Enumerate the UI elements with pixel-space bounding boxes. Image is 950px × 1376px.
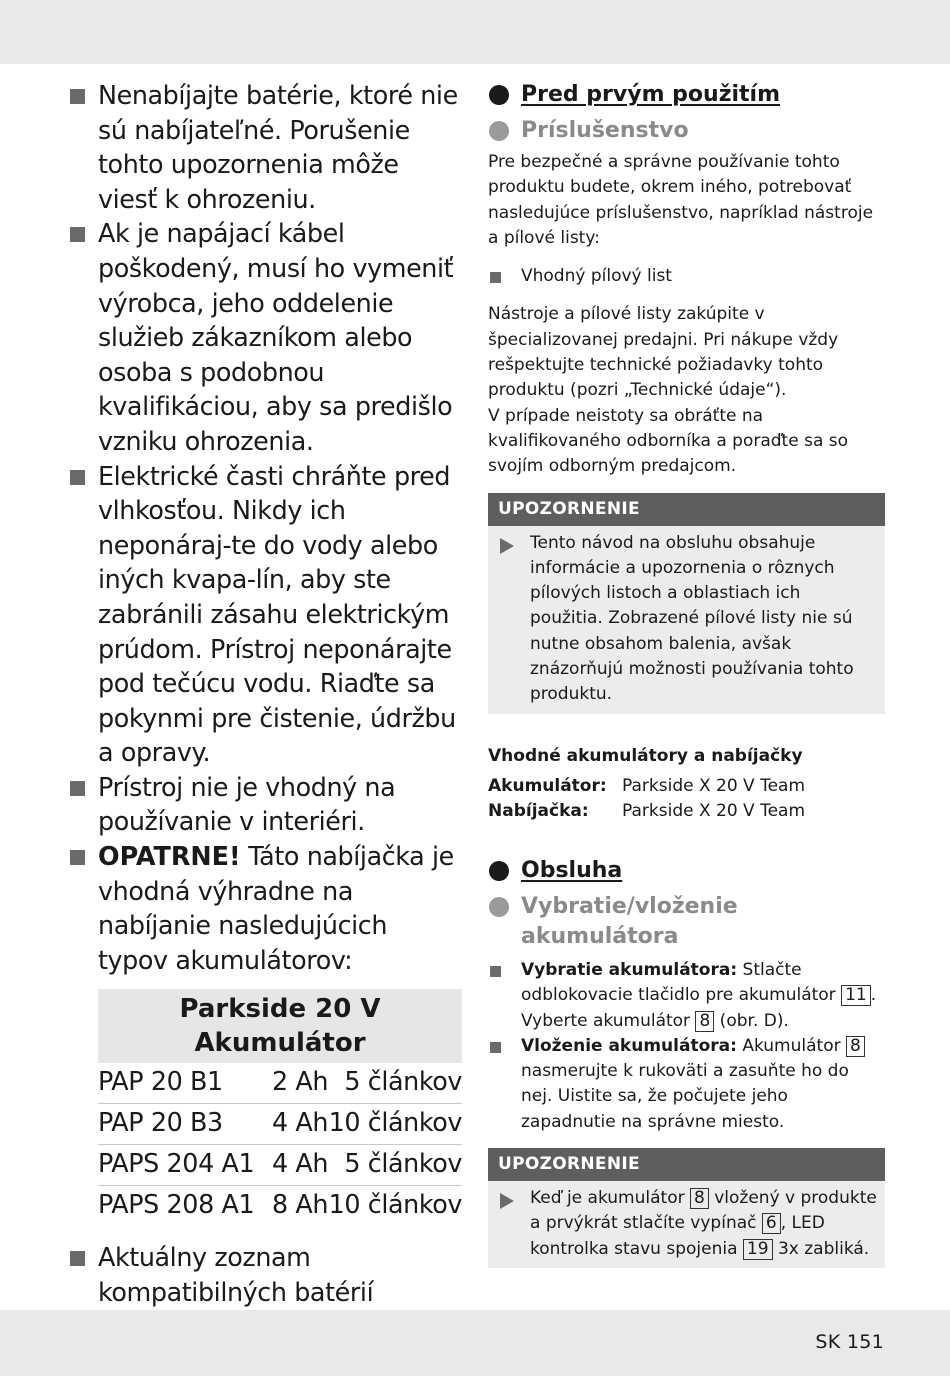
right-column [488, 80, 885, 1268]
notice-heading: UPOZORNENIE [488, 493, 885, 526]
battery-capacity: 4 Ah [272, 1148, 329, 1179]
step-label: Vloženie akumulátora: [521, 1035, 737, 1056]
notice-text: Tento návod na obsluhu obsahuje informácie a upozornenia o rôznych pílových listoch a oblastiach ich použitia. Zobrazené pílové listy nie sú nutne obsahom balenia, avšak znázorňujú možnosti používania tohto produktu. [530, 532, 854, 705]
gray-circle-icon [489, 121, 509, 141]
step-text: . Vyberte akumulátor [521, 985, 877, 1031]
bullet-text: Táto nabíjačka je vhodná výhradne na nabíjanie nasledujúcich typov akumulátorov: [98, 841, 454, 975]
gray-circle-icon [489, 897, 509, 917]
suitable-value: Parkside X 20 V Team [622, 775, 806, 796]
notice-text: Keď je akumulátor [530, 1188, 690, 1209]
filled-circle-icon [489, 85, 509, 105]
square-bullet-icon [490, 272, 501, 283]
step-text: (obr. D). [714, 1010, 789, 1031]
bullet-item [488, 1034, 885, 1135]
bullet-item [70, 216, 464, 458]
subsection-title: Vybratie/vloženie akumulátora [521, 893, 738, 949]
square-bullet-icon [70, 89, 85, 104]
battery-table-title: Parkside 20 V Akumulátor [98, 989, 462, 1063]
bullet-item [70, 78, 464, 216]
paragraph: Nástroje a pílové listy zakúpite v špecializovanej predajni. Pri nákupe vždy rešpektujte technické požiadavky tohto produktu (pozri „Technické údaje“). [488, 304, 839, 401]
part-number-badge: 19 [743, 1239, 773, 1260]
suitable-list [488, 774, 885, 824]
battery-table-row [98, 1145, 462, 1186]
battery-capacity: 4 Ah [272, 1107, 329, 1138]
bottom-band [0, 1310, 950, 1376]
suitable-label: Akumulátor: [488, 775, 607, 796]
top-band [0, 0, 950, 64]
section-heading [488, 80, 885, 110]
bullet-text: Vhodný pílový list [521, 266, 672, 287]
filled-circle-icon [489, 861, 509, 881]
bullet-text: Nenabíjajte batérie, ktoré nie sú nabíjateľné. Porušenie tohto upozornenia môže viesť k ohrozeniu. [98, 80, 458, 214]
paragraph: V prípade neistoty sa obráťte na kvalifikovaného odborníka a poraďte sa so svojím odborným predajcom. [488, 405, 849, 477]
battery-cells: 10 článkov [328, 1189, 462, 1220]
section-heading [488, 856, 885, 886]
square-bullet-icon [70, 470, 85, 485]
caution-label: OPATRNE! [98, 841, 241, 872]
left-column [70, 78, 464, 1344]
battery-cells: 5 článkov [344, 1066, 462, 1097]
notice-text: , LED kontrolka stavu spojenia [530, 1213, 825, 1259]
battery-cells: 10 článkov [328, 1107, 462, 1138]
battery-model: PAP 20 B3 [98, 1107, 223, 1138]
bullet-item-caution [70, 839, 464, 977]
bullet-text: Prístroj nie je vhodný na používanie v interiéri. [98, 771, 396, 837]
notice-body [488, 526, 885, 714]
notice-box [488, 1148, 885, 1268]
bullet-text: Elektrické časti chráňte pred vlhkosťou. Nikdy ich neponáraj-te do vody alebo iných kvapa-lín, aby ste zabránili zásahu elektrickým prúdom. Prístroj neponárajte pod tečúcu vodu. Riaďte sa pokynmi pre čistenie, údržbu a opravy. [98, 460, 456, 768]
battery-capacity: 8 Ah [272, 1189, 329, 1220]
suitable-value: Parkside X 20 V Team [622, 800, 806, 821]
square-bullet-icon [70, 850, 85, 865]
notice-body [488, 1181, 885, 1268]
battery-table-row [98, 1063, 462, 1104]
suitable-label: Nabíjačka: [488, 800, 589, 821]
step-text: nasmerujte k rukoväti a zasuňte ho do nej. Uistite sa, že počujete jeho zapadnutie na správne miesto. [521, 1061, 849, 1132]
step-text: Akumulátor [736, 1035, 846, 1056]
battery-table-row [98, 1104, 462, 1145]
part-number-badge: 11 [841, 985, 871, 1006]
square-bullet-icon [70, 781, 85, 796]
notice-text: vložený v produkte a prvýkrát stlačíte vypínač [530, 1188, 877, 1234]
bullet-item [488, 264, 885, 289]
part-number-badge: 8 [846, 1036, 865, 1057]
battery-cells: 5 článkov [344, 1148, 462, 1179]
subsection-title: Príslušenstvo [521, 118, 689, 143]
bullet-item [488, 958, 885, 1034]
section-title: Pred prvým použitím [521, 82, 781, 107]
suitable-row [488, 799, 885, 824]
step-text: Stlačte odblokovacie tlačidlo pre akumulátor [521, 959, 842, 1006]
step-label: Vybratie akumulátora: [521, 959, 738, 980]
part-number-badge: 8 [695, 1011, 714, 1032]
battery-table [98, 989, 462, 1226]
triangle-bullet-icon [500, 538, 514, 554]
square-bullet-icon [490, 966, 501, 977]
square-bullet-icon [70, 227, 85, 242]
section-title: Obsluha [521, 857, 623, 883]
notice-text: 3x zabliká. [772, 1238, 870, 1259]
subsection-heading [488, 116, 885, 146]
square-bullet-icon [490, 1042, 501, 1053]
page-number: SK 151 [815, 1331, 884, 1353]
suitable-heading: Vhodné akumulátory a nabíjačky [488, 745, 803, 766]
battery-model: PAP 20 B1 [98, 1066, 223, 1097]
suitable-row [488, 774, 885, 799]
notice-heading: UPOZORNENIE [488, 1148, 885, 1181]
triangle-bullet-icon [500, 1193, 514, 1209]
part-number-badge: 6 [762, 1213, 781, 1234]
bullet-text: Aktuálny zoznam kompatibilných batérií [98, 1242, 374, 1308]
square-bullet-icon [70, 1251, 85, 1266]
part-number-badge: 8 [690, 1188, 709, 1209]
bullet-item [70, 459, 464, 770]
notice-box [488, 493, 885, 714]
bullet-text: Ak je napájací kábel poškodený, musí ho vymeniť výrobca, jeho oddelenie služieb zákazníkom alebo osoba s podobnou kvalifikáciou, aby sa predišlo vzniku ohrozenia. [98, 218, 454, 456]
battery-model: PAPS 208 A1 [98, 1189, 255, 1220]
bullet-item [70, 770, 464, 839]
battery-capacity: 2 Ah [272, 1066, 329, 1097]
subsection-heading [488, 892, 885, 952]
paragraph: Pre bezpečné a správne používanie tohto produktu budete, okrem iného, potrebovať nasledujúce príslušenstvo, napríklad nástroje a pílové listy: [488, 152, 874, 248]
battery-table-row [98, 1186, 462, 1226]
battery-model: PAPS 204 A1 [98, 1148, 255, 1179]
